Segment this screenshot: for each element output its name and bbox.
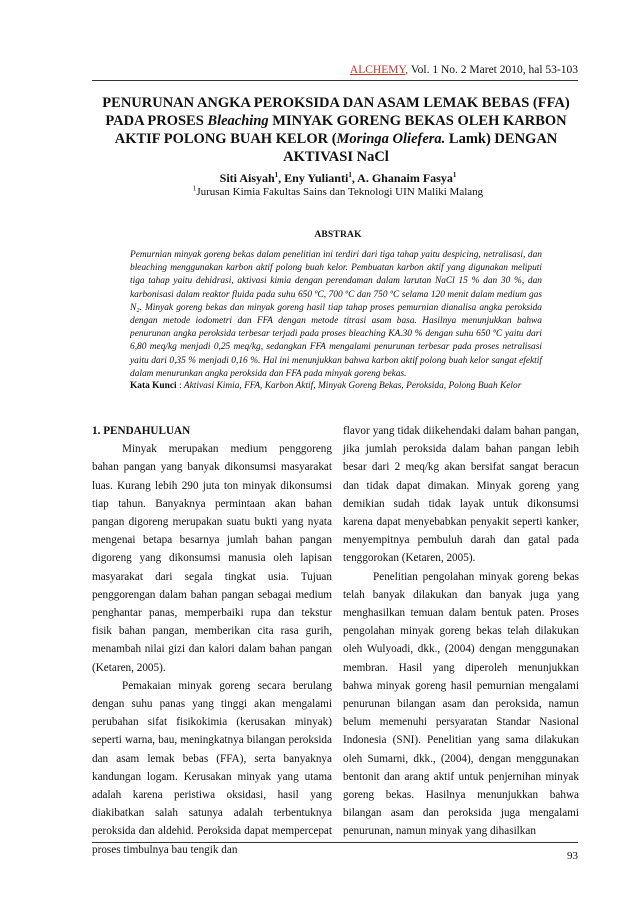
right-column [343, 422, 579, 841]
paragraph: Pemakaian minyak goreng secara berulang dengan suhu panas yang tinggi akan mengalami perubahan sifat fisikokimia (kerusakan minyak) seperti warna, bau, meningkatnya bilangan peroksida dan asam lemak bebas (FFA), serta banyaknya kandungan logam. Kerusakan minyak yang utama adalah karena peristiwa oksidasi, hasil yang diakibatkan salah satunya adalah terbentuknya peroksida dan aldehid. Peroksida dapat mempercepat proses timbulnya bau tengik dan [92, 679, 332, 856]
abstract-text: Pemurnian minyak goreng bekas dalam penelitian ini terdiri dari tiga tahap yaitu despicing, netralisasi, dan bleaching menggunakan karbon aktif polong buah kelor. Pembuatan karbon aktif yang digunakan meliputi tiga tahap yaitu dehidrasi, aktivasi kimia dengan perendaman dalam larutan NaCl 15 % dan 30 %, dan karbonisasi dalam reaktor fluida pada suhu 650 ºC, 700 ºC dan 750 ºC selama 120 menit dalam medium gas N₂. Minyak goreng bekas dan minyak goreng hasil tiap tahap proses pemurnian dianalisa angka peroksida dengan metode iodometri dan FFA dengan metode titrasi asam basa. Hasilnya menunjukkan bahwa penurunan angka peroksida terbesar terjadi pada proses bleaching KA.30 % dengan suhu 650 ºC yaitu dari 6,80 meq/kg menjadi 0,25 meq/kg, sedangkan FFA mengalami penurunan terbesar pada proses netralisasi yaitu dari 0,35 % menjadi 0,16 %. Hal ini menunjukkan bahwa karbon aktif polong buah kelor sangat efektif dalam menurunkan angka peroksida dan FFA pada minyak goreng bekas. [130, 250, 542, 379]
left-column [92, 422, 332, 859]
paragraph: flavor yang tidak diikehendaki dalam bahan pangan, jika jumlah peroksida dalam bahan pangan lebih besar dari 2 meq/kg akan bersifat sangat beracun dan tidak dapat dimakan. Minyak goreng yang demikian sudah tidak layak untuk dikonsumsi karena dapat menyebabkan penyakit seperti kanker, menyempitnya pembuluh darah dan gatal pada tenggorokan (Ketaren, 2005). [343, 425, 579, 565]
affiliation: $^1$Jurusan Kimia Fakultas Sains dan Teknologi UIN Maliki Malang [192, 184, 484, 198]
keywords: Kata Kunci : Aktivasi Kimia, FFA, Karbon Aktif, Minyak Goreng Bekas, Peroksida, Polong Buah Kelor [130, 381, 522, 391]
section-heading: 1. PENDAHULUAN [92, 425, 191, 437]
page-number: 93 [567, 850, 578, 862]
author-list: Siti Aisyah$^1$, Eny Yulianti$^1$, A. Ghanaim Fasya$^1$ [219, 171, 457, 185]
paragraph: Minyak merupakan medium penggoreng bahan pangan yang banyak dikonsumsi masyarakat luas. Kurang lebih 290 juta ton minyak dikonsumsi tiap tahun. Banyaknya permintaan akan bahan pangan digoreng merupakan suatu bukti yang nyata mengenai betapa besarnya jumlah bahan pangan digoreng yang dikonsumsi manusia oleh lapisan masyarakat dari segala tingkat usia. Tujuan penggorengan dalam bahan pangan sebagai medium penghantar panas, memperbaiki rupa dan tekstur fisik bahan pangan, memberikan cita rasa gurih, menambah nilai gizi dan kalori dalam bahan pangan (Ketaren, 2005). [92, 443, 332, 674]
keywords-label: Kata Kunci [130, 381, 177, 391]
paragraph: Penelitian pengolahan minyak goreng bekas telah banyak dilakukan dan banyak juga yang menghasilkan temuan dalam bentuk paten. Proses pengolahan minyak goreng bekas telah dilakukan oleh Wulyoadi, dkk., (2004) dengan menggunakan membran. Hasil yang diperoleh menunjukkan bahwa minyak goreng hasil pemurnian mengalami penurunan bilangan asam dan peroksida, namun belum memenuhi persyaratan Standar Nasional Indonesia (SNI). Penelitian yang sama dilakukan oleh Sumarni, dkk., (2004), dengan menggunakan bentonit dan arang aktif untuk penjernihan minyak goreng bekas. Hasilnya menunjukkan bahwa bilangan asam dan peroksida juga mengalami penurunan, namun minyak yang dihasilkan [343, 570, 579, 838]
footer-rule [92, 842, 578, 843]
header-rule [92, 80, 578, 81]
header-separator: , [405, 64, 409, 76]
issue-info: Vol. 1 No. 2 Maret 2010, hal 53-103 [408, 64, 578, 76]
paper-title: PENURUNAN ANGKA PEROKSIDA DAN ASAM LEMAK BEBAS (FFA) PADA PROSES Bleaching MINYAK GORENG BEKAS OLEH KARBON AKTIF POLONG BUAH KELOR (Moringa Oliefera. Lamk) DENGAN AKTIVASI NaCl [102, 95, 570, 165]
abstract-heading: ABSTRAK [314, 230, 362, 240]
running-header [350, 64, 578, 76]
journal-name[interactable]: ALCHEMY [349, 64, 406, 76]
keywords-list: Aktivasi Kimia, FFA, Karbon Aktif, Minyak Goreng Bekas, Peroksida, Polong Buah Kelor [183, 381, 522, 391]
